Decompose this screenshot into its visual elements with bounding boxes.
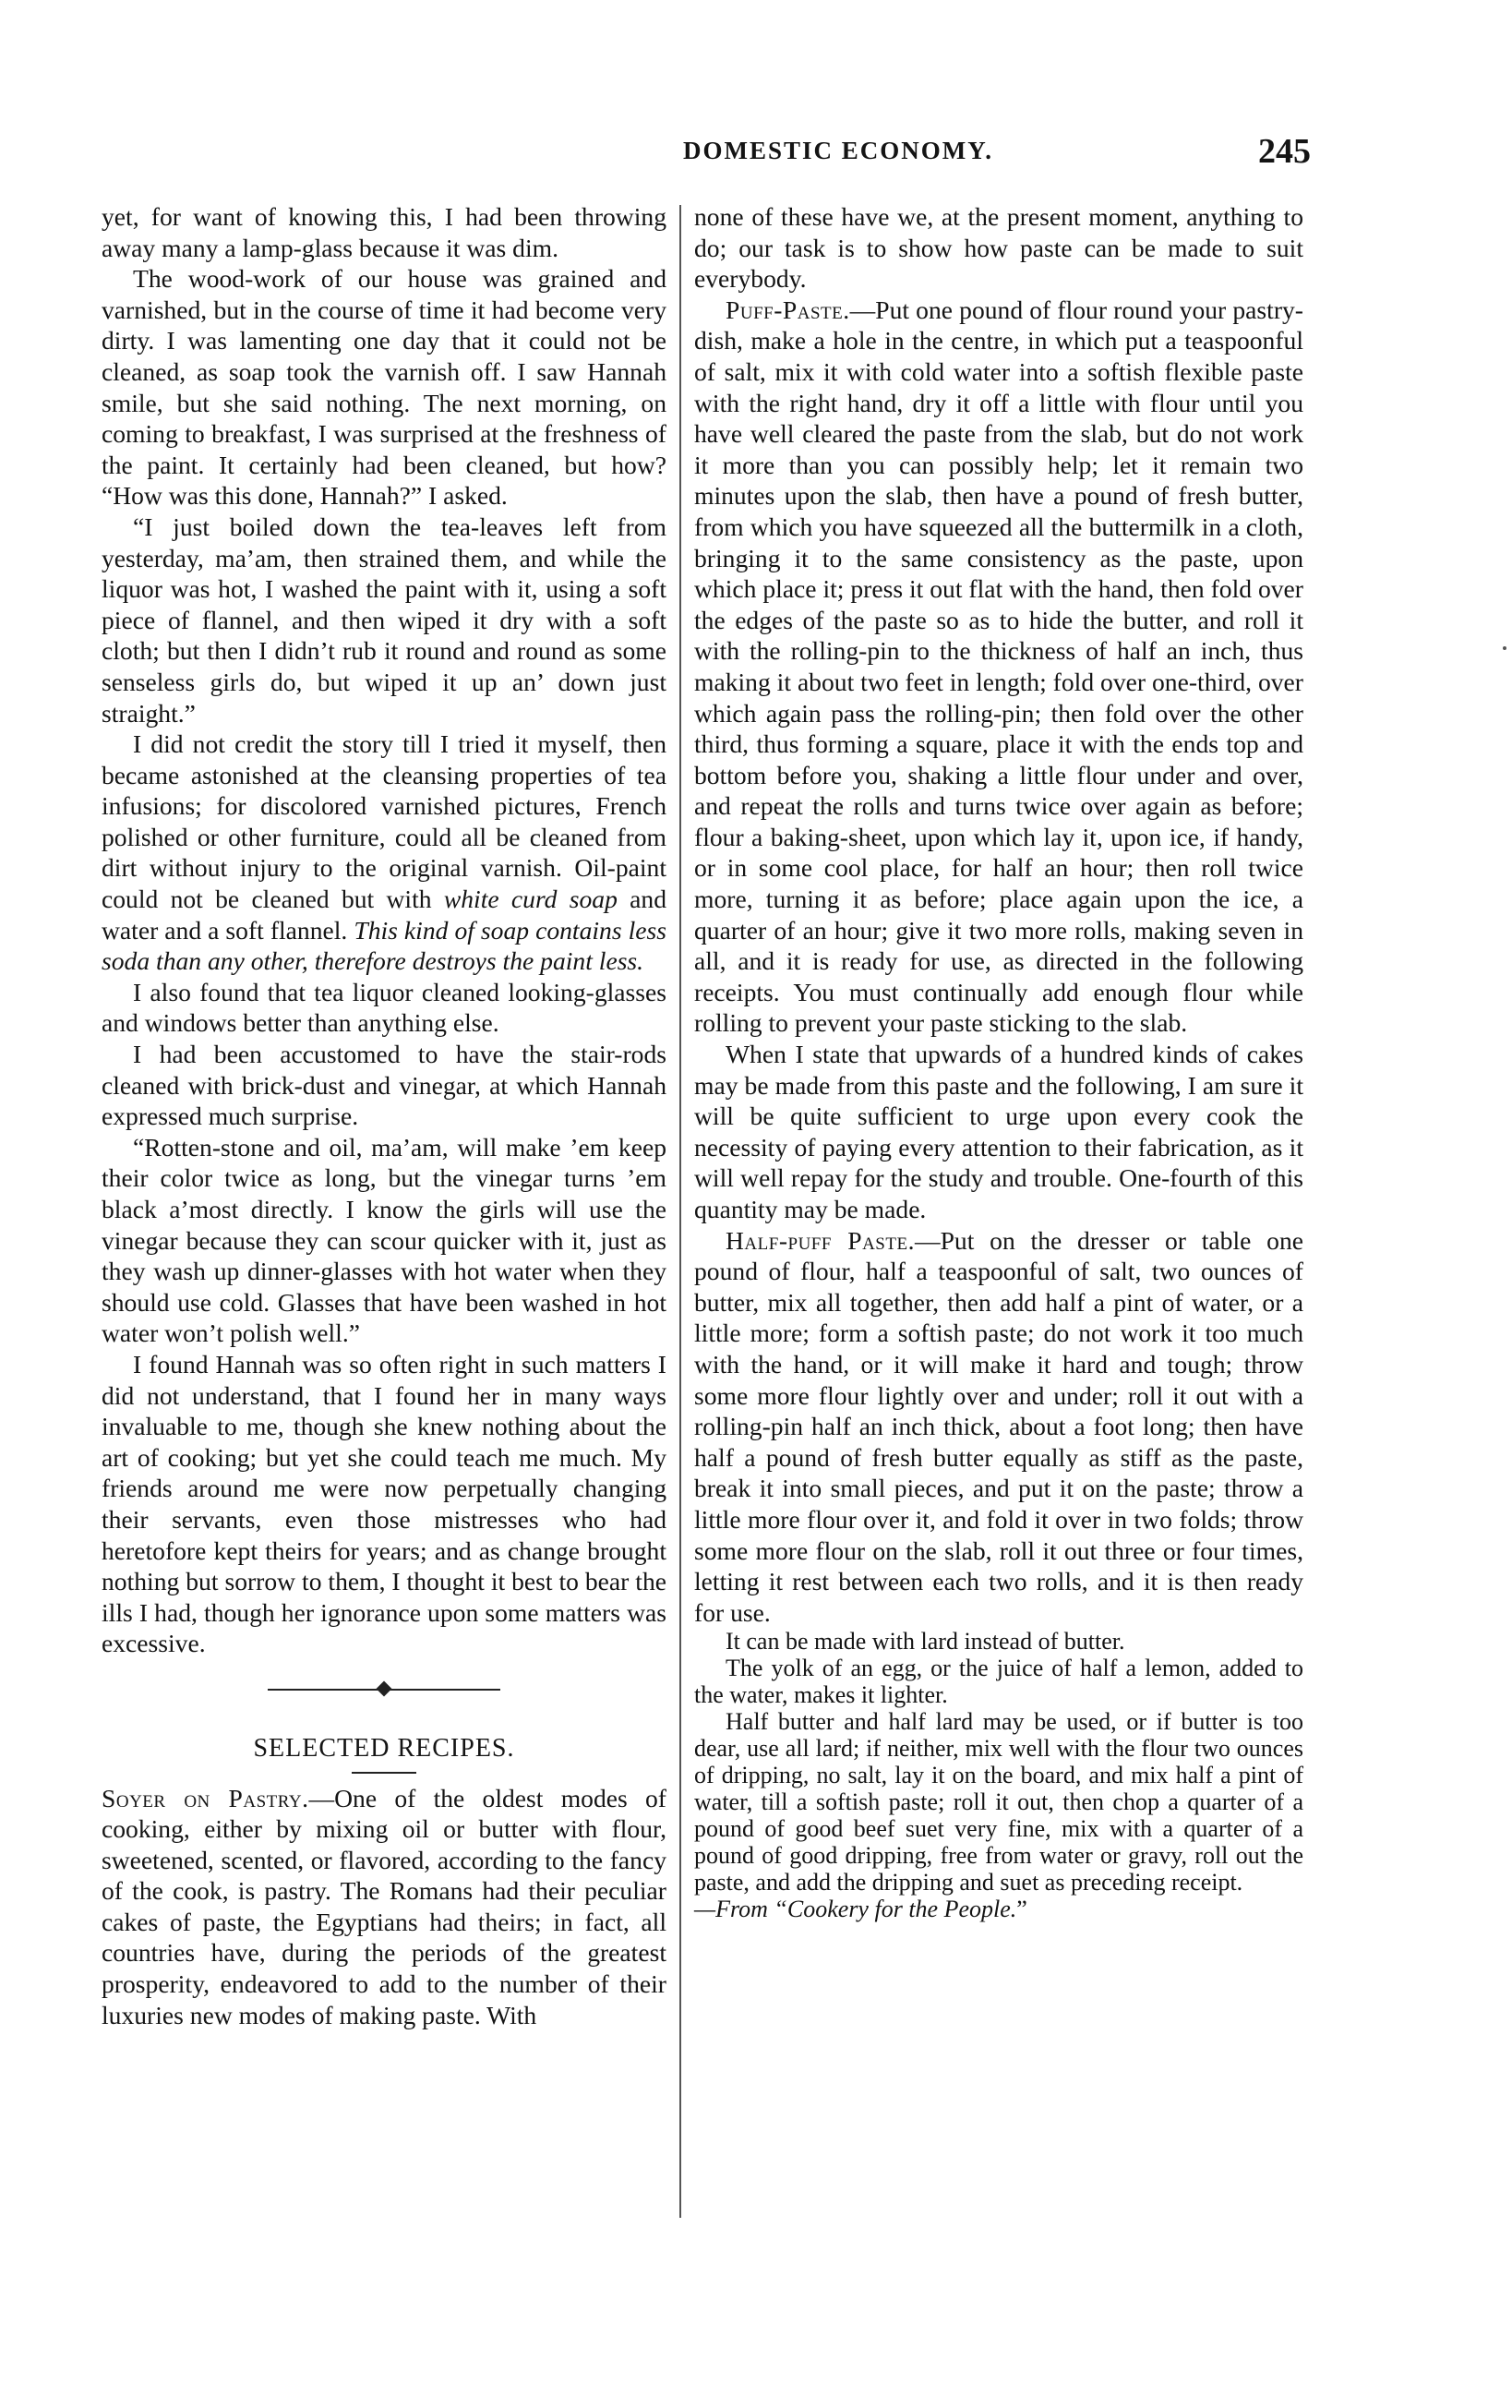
right-column <box>694 201 1303 1922</box>
heading-underline <box>352 1772 416 1774</box>
paragraph: When I state that upwards of a hundred kinds of cakes may be made from this paste and the following, I am sure it will be quite sufficient to urge upon every cook the necessity of paying every attention to their fabrication, as it will well repay for the study and trouble. One-fourth of this quantity may be made. <box>694 1040 1303 1223</box>
paragraph: none of these have we, at the present moment, anything to do; our task is to show how paste can be made to suit everybody. <box>694 202 1303 294</box>
note-paragraph: Half butter and half lard may be used, or if butter is too dear, use all lard; if neither, mix well with the flour two ounces of dripping, no salt, lay it on the board, and mix half a pint of water, till a softish paste; roll it out, then chop a quarter of a pound of good beef suet very fine, mix with a quarter of a pound of good dripping, free from water or gravy, roll out the paste, and add the dripping and suet as preceding receipt. <box>694 1708 1303 1896</box>
paragraph: yet, for want of knowing this, I had been throwing away many a lamp-glass because it was dim. <box>102 202 666 262</box>
page-header <box>683 132 1311 174</box>
recipe-title: Half-puff Paste. <box>726 1225 915 1255</box>
source-prefix: —From “ <box>694 1896 787 1923</box>
running-title: DOMESTIC ECONOMY. <box>683 137 994 164</box>
source-attribution <box>694 1896 1303 1922</box>
paragraph: I also found that tea liquor cleaned looking-glasses and windows better than anything else. <box>102 977 666 1038</box>
text-run: I did not credit the story till I tried it myself, then became astonished at the cleansing properties of tea infusions; for discolored varnished pictures, French polished or other furniture, could all be cleaned from dirt without injury to the original varnish. Oil-paint could not be cleaned but with <box>102 729 666 914</box>
paragraph: I had been accustomed to have the stair-rods cleaned with brick-dust and vinegar, at which Hannah expressed much surprise. <box>102 1040 666 1131</box>
page-number: 245 <box>1258 132 1311 171</box>
paragraph: The wood-work of our house was grained and varnished, but in the course of time it had become very dirty. I was lamenting one day that it could not be cleaned, as soap took the varnish off. I saw Hannah smile, but she said nothing. The next morning, on coming to breakfast, I was surprised at the freshness of the paint. It certainly had been cleaned, but how? “How was this done, Hannah?” I asked. <box>102 264 666 511</box>
recipe-text: —Put one pound of flour round your pastry-dish, make a hole in the centre, in which put a teaspoonful of salt, mix it with cold water into a softish flexible paste with the right hand, dry it off a little with flour until you have well cleared the paste from the slab, but do not work it more than you can possibly help; let it remain two minutes upon the slab, then have a pound of fresh butter, from which you have squeezed all the buttermilk in a cloth, bringing it to the same consistency as the paste, upon which place it; press it out flat with the hand, then fold over the edges of the paste so as to hide the butter, and roll it with the rolling-pin to the thickness of half an inch, thus making it about two feet in length; fold over one-third, over which again pass the rolling-pin; then fold over the other third, thus forming a square, place it with the ends top and bottom before you, shaking a little flour under and over, and repeat the rolls and turns twice over again as before; flour a baking-sheet, upon which lay it, upon ice, if handy, or in some cool place, for half an hour; then roll twice more, turning it as before; place again upon the ice, a quarter of an hour; give it two more rolls, making seven in all, and it is ready for use, as directed in the following receipts. You must continually add enough flour while rolling to prevent your paste sticking to the slab. <box>694 295 1303 1038</box>
recipe-text: —Put on the dresser or table one pound of flour, half a teaspoonful of salt, two ounces of butter, mix all together, then add half a pint of water, or a little more; form a softish paste; do not work it too much with the hand, or it will make it hard and tough; throw some more flour lightly over and under; roll it out with a rolling-pin half an inch thick, about a foot long; then have half a pound of fresh butter equally as stiff as the paste, break it into small pieces, and put it on the paste; throw a little more flour over it, and fold it over in two folds; throw some more flour on the slab, roll it out three or four times, letting it rest between each two rolls, and it is then ready for use. <box>694 1225 1303 1627</box>
text-run: and water and a soft flannel. <box>102 885 666 945</box>
note-paragraph: It can be made with lard instead of butter. <box>726 1628 1125 1656</box>
margin-speck <box>1503 646 1506 650</box>
italic-text: This kind of soap contains less soda than any other, therefore destroys the paint less. <box>102 915 666 976</box>
section-ornament <box>102 1680 666 1700</box>
paragraph: “I just boiled down the tea-leaves left from yesterday, ma’am, then strained them, and while the liquor was hot, I washed the paint with it, using a soft piece of flannel, and then wiped it dry with a soft cloth; but then I didn’t rub it round and round as some senseless girls do, but wiped it up an’ down just straight.” <box>102 512 666 728</box>
column-divider <box>679 205 681 2218</box>
section-heading: SELECTED RECIPES. <box>253 1733 515 1763</box>
note-paragraph: The yolk of an egg, or the juice of half a lemon, added to the water, makes it lighter. <box>694 1655 1303 1709</box>
recipe-text: —One of the oldest modes of cooking, either by mixing oil or butter with flour, sweetened, scented, or flavored, according to the fancy of the cook, is pastry. The Romans had their peculiar cakes of paste, the Egyptians had theirs; in fact, all countries have, during the periods of the greatest prosperity, endeavored to add to the number of their luxuries new modes of making paste. With <box>102 1783 666 2029</box>
source-suffix: ” <box>1016 1896 1027 1923</box>
ornament-diamond-icon <box>377 1680 392 1696</box>
italic-text: white curd soap <box>443 885 618 914</box>
left-column <box>102 201 666 2030</box>
recipe-title: Soyer on Pastry. <box>102 1783 309 1812</box>
recipe-paragraph <box>102 1783 666 2031</box>
recipe-paragraph <box>694 1225 1303 1629</box>
recipe-title: Puff-Paste. <box>726 295 850 324</box>
source-title: Cookery for the People. <box>786 1896 1017 1923</box>
paragraph: “Rotten-stone and oil, ma’am, will make ’em keep their color twice as long, but the vinegar turns ’em black a’most directly. I know the girls will use the vinegar because they can scour quicker with it, just as they wash up dinner-glasses with hot water when they should use cold. Glasses that have been washed in hot water won’t polish well.” <box>102 1132 666 1348</box>
paragraph: I found Hannah was so often right in such matters I did not understand, that I found her in many ways invaluable to me, though she knew nothing about the art of cooking; but yet she could teach me much. My friends around me were now perpetually changing their servants, even those mistresses who had heretofore kept theirs for years; and as change brought nothing but sorrow to them, I thought it best to bear the ills I had, though her ignorance upon some matters was excessive. <box>102 1349 666 1658</box>
paragraph <box>102 728 666 977</box>
recipe-paragraph <box>694 295 1303 1039</box>
